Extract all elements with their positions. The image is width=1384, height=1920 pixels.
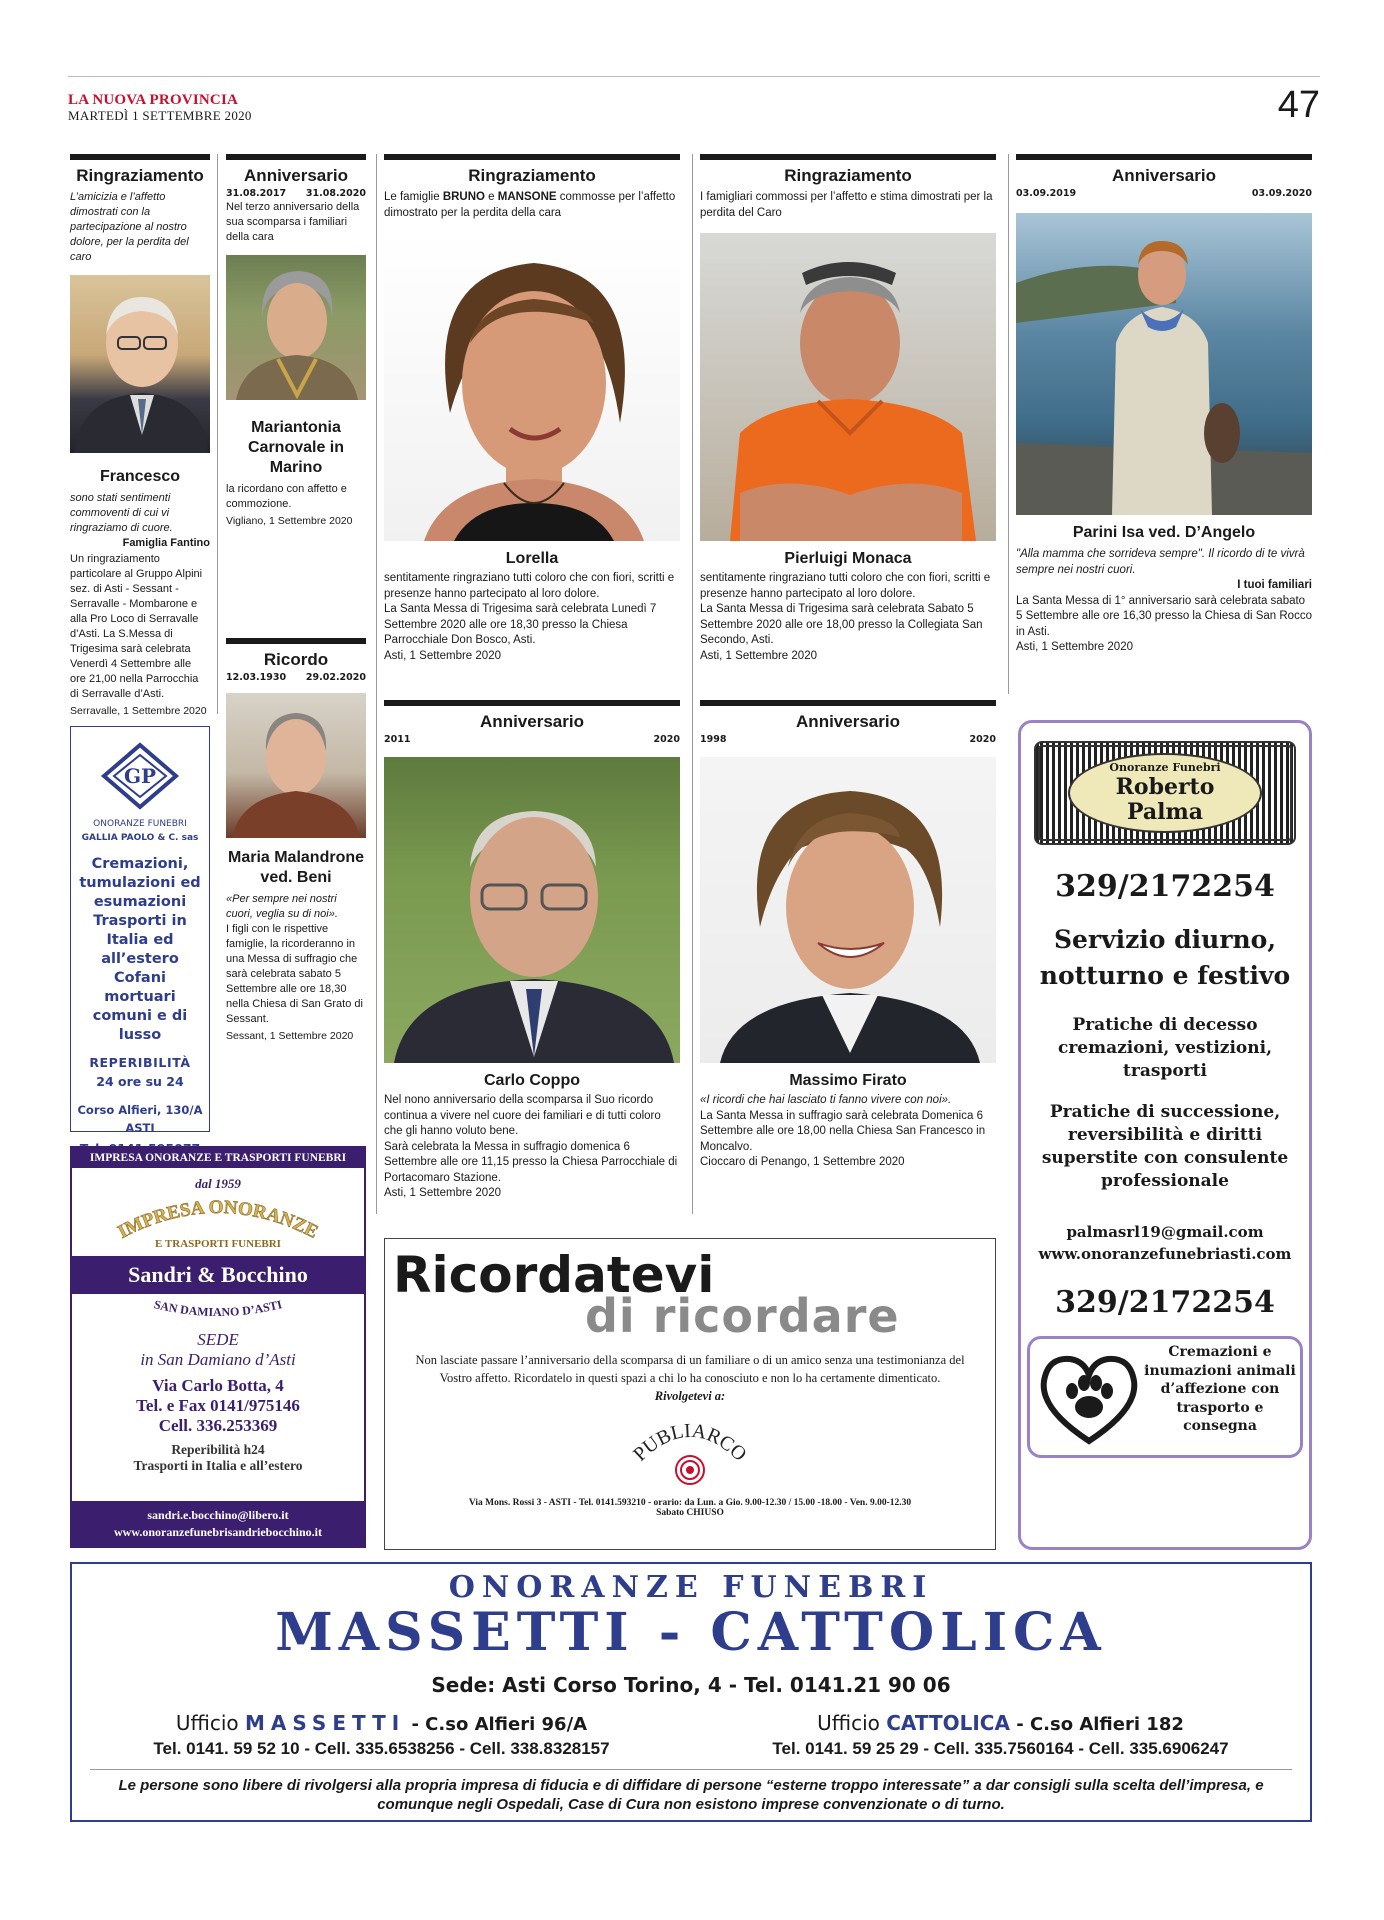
sandri-availability: Reperibilità h24 bbox=[171, 1442, 265, 1457]
column-bar bbox=[226, 638, 366, 644]
sandri-sede-place: in San Damiano d’Asti bbox=[140, 1350, 296, 1369]
office-cattolica-heading bbox=[772, 1711, 1228, 1735]
sandri-arc-text: IMPRESA ONORANZE bbox=[114, 1196, 322, 1243]
gallia-logo-text: GP bbox=[123, 764, 157, 788]
notice-title: Anniversario bbox=[244, 166, 348, 185]
palma-service: Servizio diurno, notturno e festivo bbox=[1039, 925, 1291, 990]
sandri-header: IMPRESA ONORANZE E TRASPORTI FUNEBRI bbox=[72, 1148, 364, 1168]
portrait-photo bbox=[384, 233, 680, 541]
notice-body: La Santa Messa in suffragio sarà celebrata Domenica 6 Settembre alle ore 18,00 nella Chiesa San Francesco in Moncalvo. bbox=[700, 1109, 986, 1153]
deceased-name: Francesco bbox=[99, 468, 181, 485]
palma-practices-1: Pratiche di decesso cremazioni, vestizioni, trasporti bbox=[1058, 1015, 1272, 1081]
palma-logo-oval bbox=[1068, 753, 1262, 833]
palma-logo-name2: Palma bbox=[1126, 799, 1204, 825]
gallia-availability-hours: 24 ore su 24 bbox=[96, 1074, 184, 1089]
notice-francesco bbox=[70, 154, 210, 719]
date-from: 2011 bbox=[384, 734, 411, 745]
deceased-name: Lorella bbox=[505, 550, 559, 567]
notice-pierluigi bbox=[700, 154, 996, 664]
palma-practices-2: Pratiche di successione, reversibilità e diritti superstite con consulente professionale bbox=[1041, 1102, 1289, 1191]
notice-body: La Santa Messa di 1° anniversario sarà celebrata sabato 5 Settembre alle ore 16,30 presso la Chiesa di San Rocco in Asti. bbox=[1016, 594, 1312, 638]
notice-signature: Famiglia Fantino bbox=[122, 537, 210, 549]
column-bar bbox=[700, 700, 996, 706]
office-name: CATTOLICA bbox=[886, 1711, 1010, 1735]
sandri-website[interactable]: www.onoranzefunebrisandriebocchino.it bbox=[113, 1525, 322, 1539]
massetti-top: ONORANZE FUNEBRI bbox=[448, 1570, 934, 1605]
intro-text: commosse per l’affetto dimostrato per la perdita della cara bbox=[384, 191, 676, 219]
date-from: 03.09.2019 bbox=[1016, 188, 1077, 199]
svg-text:SAN DAMIANO D’ASTI bbox=[153, 1297, 284, 1319]
massetti-name: MASSETTI - CATTOLICA bbox=[275, 1602, 1107, 1663]
notice-title: Ricordo bbox=[263, 650, 329, 669]
notice-title: Anniversario bbox=[480, 712, 584, 731]
column-bar bbox=[1016, 154, 1312, 160]
office-cattolica bbox=[772, 1711, 1228, 1759]
office-name: MASSETTI bbox=[245, 1711, 406, 1735]
sandri-name: Sandri & Bocchino bbox=[72, 1256, 364, 1294]
date-to: 03.09.2020 bbox=[1251, 188, 1312, 199]
palma-pets-text: Cremazioni e inumazioni animali d’affezione con trasporto e consegna bbox=[1144, 1344, 1296, 1434]
notice-body: sentitamente ringraziano tutti coloro che con fiori, scritti e presenze hanno partecipato al loro dolore. bbox=[700, 572, 991, 600]
gallia-company: GALLIA PAOLO & C. sas bbox=[81, 833, 199, 843]
massetti-note: Le persone sono libere di rivolgersi alla propria impresa di fiducia e di diffidare di persone “esterne troppo interessate” a dar consigli sulla scelta dell’impresa, e comunque negli Ospedali, Case di Cura non esistono imprese convenzionate o di turno. bbox=[118, 1777, 1264, 1813]
notice-mariantonia bbox=[226, 154, 366, 530]
notice-parini bbox=[1016, 154, 1312, 656]
column-bar bbox=[70, 154, 210, 160]
notice-dates bbox=[1016, 188, 1312, 199]
palma-pets-box bbox=[1027, 1336, 1303, 1458]
heart-paw-icon bbox=[1034, 1349, 1144, 1449]
portrait-photo bbox=[1016, 213, 1312, 515]
ricordatevi-contact: Rivolgetevi a: bbox=[654, 1389, 726, 1403]
issue-date: MARTEDÌ 1 SETTEMBRE 2020 bbox=[68, 108, 252, 123]
notice-title: Ringraziamento bbox=[76, 166, 204, 185]
palma-phone[interactable]: 329/2172254 bbox=[1055, 869, 1275, 904]
publiarco-logo-text: PUBLIARCO bbox=[629, 1419, 751, 1466]
massetti-sede: Sede: Asti Corso Torino, 4 - Tel. 0141.21 90 06 bbox=[431, 1673, 951, 1697]
office-address: - C.so Alfieri 96/A bbox=[405, 1714, 588, 1735]
palma-logo-name1: Roberto bbox=[1115, 774, 1215, 800]
notice-place-date: Serravalle, 1 Settembre 2020 bbox=[70, 704, 207, 717]
intro-text: e bbox=[484, 191, 498, 203]
notice-title: Anniversario bbox=[796, 712, 900, 731]
column-divider bbox=[376, 154, 377, 1214]
ad-massetti-cattolica bbox=[70, 1562, 1312, 1822]
portrait-photo bbox=[384, 757, 680, 1063]
gallia-address: Corso Alfieri, 130/A bbox=[77, 1103, 203, 1117]
sandri-arc-bottom-text: SAN DAMIANO D’ASTI bbox=[152, 1297, 284, 1320]
office-address: - C.so Alfieri 182 bbox=[1009, 1714, 1184, 1735]
gallia-city: ASTI bbox=[125, 1121, 155, 1135]
notice-massimo bbox=[700, 700, 996, 1171]
notice-body-mass: La Santa Messa di Trigesima sarà celebrata Lunedì 7 Settembre 2020 alle ore 18,30 presso la Chiesa Parrocchiale Don Bosco, Asti. bbox=[384, 603, 657, 646]
notice-signature: I tuoi familiari bbox=[1237, 579, 1312, 591]
sandri-since: dal 1959 bbox=[195, 1176, 241, 1191]
notice-place-date: Asti, 1 Settembre 2020 bbox=[1016, 641, 1133, 653]
svg-text:PUBLIARCO bbox=[629, 1420, 751, 1466]
sandri-transport: Trasporti in Italia e all’estero bbox=[133, 1458, 303, 1473]
notice-lorella bbox=[384, 154, 680, 664]
office-label: Ufficio bbox=[817, 1711, 887, 1735]
notice-place-date: Sessant, 1 Settembre 2020 bbox=[226, 1030, 354, 1042]
column-divider bbox=[217, 154, 218, 714]
ad-sandri-bocchino bbox=[70, 1146, 366, 1548]
sandri-sede: SEDE bbox=[197, 1330, 239, 1349]
notice-carlo bbox=[384, 700, 680, 1202]
column-divider bbox=[692, 154, 693, 1214]
palma-logo bbox=[1034, 741, 1296, 845]
sandri-address: Via Carlo Botta, 4 bbox=[152, 1376, 284, 1395]
family-name: BRUNO bbox=[442, 191, 485, 203]
page-number: 47 bbox=[1277, 84, 1320, 126]
palma-logo-top: Onoranze Funebri bbox=[1109, 761, 1221, 774]
office-label: Ufficio bbox=[175, 1711, 246, 1735]
notice-body: sentitamente ringraziano tutti coloro che con fiori, scritti e presenze hanno partecipato al loro dolore. bbox=[384, 572, 675, 600]
deceased-name: Parini Isa ved. D’Angelo bbox=[1072, 524, 1256, 541]
newspaper-name: LA NUOVA PROVINCIA bbox=[68, 92, 239, 108]
notice-place-date: Asti, 1 Settembre 2020 bbox=[700, 649, 817, 662]
sandri-footer bbox=[72, 1501, 364, 1546]
office-cattolica-tel: Tel. 0141. 59 25 29 - Cell. 335.7560164 - Cell. 335.6906247 bbox=[772, 1739, 1229, 1758]
palma-website[interactable]: www.onoranzefunebriasti.com bbox=[1038, 1245, 1292, 1263]
deceased-name: Carlo Coppo bbox=[484, 1072, 580, 1089]
notice-title: Anniversario bbox=[1112, 166, 1216, 185]
notice-place-date: Asti, 1 Settembre 2020 bbox=[384, 649, 501, 662]
notice-title: Ringraziamento bbox=[784, 166, 912, 185]
portrait-photo bbox=[700, 233, 996, 541]
svg-text:IMPRESA ONORANZE bbox=[115, 1197, 322, 1243]
notice-intro bbox=[384, 190, 680, 221]
notice-place-date: Asti, 1 Settembre 2020 bbox=[384, 1187, 501, 1199]
notice-dates bbox=[700, 734, 996, 745]
gallia-title: ONORANZE FUNEBRI bbox=[93, 819, 187, 829]
portrait-photo bbox=[226, 693, 366, 838]
palma-email[interactable]: palmasrl19@gmail.com bbox=[1066, 1223, 1264, 1241]
ad-ricordatevi bbox=[384, 1238, 996, 1550]
notice-dates bbox=[384, 734, 680, 745]
sandri-arc-bottom bbox=[72, 1294, 364, 1324]
date-from: 31.08.2017 bbox=[226, 188, 287, 199]
notice-dates bbox=[226, 188, 366, 199]
date-from: 1998 bbox=[700, 734, 727, 745]
notice-body: la ricordano con affetto e commozione. bbox=[226, 483, 347, 510]
ricordatevi-footer-closed: Sabato CHIUSO bbox=[656, 1508, 724, 1518]
column-bar bbox=[384, 154, 680, 160]
deceased-name: Mariantonia Carnovale in Marino bbox=[247, 419, 345, 476]
notice-quote: "Alla mamma che sorrideva sempre". Il ricordo di te vivrà sempre nei nostri cuori. bbox=[1016, 548, 1305, 576]
date-to: 2020 bbox=[969, 734, 996, 745]
date-to: 2020 bbox=[653, 734, 680, 745]
ricordatevi-subheadline: di ricordare bbox=[585, 1289, 900, 1343]
massetti-offices bbox=[72, 1711, 1310, 1759]
office-massetti-heading bbox=[153, 1711, 609, 1735]
notice-body-mass: La Santa Messa di Trigesima sarà celebrata Sabato 5 Settembre 2020 alle ore 18,00 presso la Collegiata San Secondo, Asti. bbox=[700, 603, 983, 646]
deceased-name: Maria Malandrone ved. Beni bbox=[227, 849, 365, 886]
notice-intro: L’amicizia e l’affetto dimostrati con la partecipazione al nostro dolore, per la perdita del caro bbox=[70, 191, 189, 263]
notice-title: Ringraziamento bbox=[468, 166, 596, 185]
sandri-email[interactable]: sandri.e.bocchino@libero.it bbox=[147, 1508, 289, 1522]
ricordatevi-body: Non lasciate passare l’anniversario della scomparsa di un familiare o di un amico senza una testimonianza del Vostro affetto. Ricordatelo in questi spazi a chi lo ha conosciuto e non lo ha certamente dimenticato. bbox=[415, 1353, 965, 1385]
publiarco-logo bbox=[620, 1412, 760, 1492]
gallia-services: Cremazioni, tumulazioni ed esumazioni Trasporti in Italia ed all’estero Cofani mortuari comuni e di lusso bbox=[79, 856, 201, 1043]
sandri-tel: Tel. e Fax 0141/975146 bbox=[136, 1396, 300, 1415]
notice-italic-text: sono stati sentimenti commoventi di cui vi ringraziamo di cuore. bbox=[70, 492, 173, 534]
ricordatevi-footer: Via Mons. Rossi 3 - ASTI - Tel. 0141.593210 - orario: da Lun. a Gio. 9.00-12.30 / 15.00 -18.00 - Ven. 9.00-12.30 bbox=[468, 1498, 912, 1508]
office-massetti bbox=[153, 1711, 609, 1759]
ricordatevi-headline: Ricordatevi bbox=[393, 1246, 715, 1304]
gallia-availability: REPERIBILITÀ bbox=[89, 1055, 191, 1070]
portrait-photo bbox=[70, 275, 210, 453]
ad-gallia bbox=[70, 726, 210, 1135]
notice-dates bbox=[226, 672, 366, 683]
notice-place-date: Cioccaro di Penango, 1 Settembre 2020 bbox=[700, 1156, 905, 1168]
deceased-name: Massimo Firato bbox=[789, 1072, 907, 1089]
family-name: MANSONE bbox=[497, 191, 557, 203]
notice-body: I figli con le rispettive famiglie, la ricorderanno in una Messa di suffragio che sarà celebrata sabato 5 Settembre alle ore 18,30 nella Chiesa di San Grato di Sessant. bbox=[226, 923, 363, 1025]
notice-place-date: Vigliano, 1 Settembre 2020 bbox=[226, 515, 353, 527]
notice-quote: «I ricordi che hai lasciato ti fanno vivere con noi». bbox=[700, 1094, 952, 1106]
notice-quote: «Per sempre nei nostri cuori, veglia su di noi». bbox=[226, 893, 338, 920]
notice-body: Un ringraziamento particolare al Gruppo Alpini sez. di Asti - Sessant - Serravalle - Mombarone e alla Pro Loco di Serravalle d’Asti. La S.Messa di Trigesima sarà celebrata Venerdì 4 Settembre alle ore 21,00 nella Parrocchia di Serravalle d’Asti. bbox=[70, 552, 203, 700]
intro-text: Le famiglie bbox=[384, 191, 443, 203]
header-rule bbox=[68, 76, 1320, 77]
deceased-name: Pierluigi Monaca bbox=[784, 550, 912, 567]
office-massetti-tel: Tel. 0141. 59 52 10 - Cell. 335.6538256 - Cell. 338.8328157 bbox=[153, 1739, 610, 1758]
date-to: 29.02.2020 bbox=[305, 672, 366, 683]
portrait-photo bbox=[226, 255, 366, 400]
date-from: 12.03.1930 bbox=[226, 672, 287, 683]
notice-intro: Nel terzo anniversario della sua scomparsa i familiari della cara bbox=[226, 201, 360, 243]
date-to: 31.08.2020 bbox=[305, 188, 366, 199]
portrait-photo bbox=[700, 757, 996, 1063]
column-bar bbox=[384, 700, 680, 706]
column-divider bbox=[1008, 154, 1009, 694]
ad-roberto-palma bbox=[1018, 720, 1312, 1550]
column-bar bbox=[226, 154, 366, 160]
sandri-cell: Cell. 336.253369 bbox=[158, 1416, 278, 1435]
gallia-logo bbox=[100, 741, 180, 811]
sandri-arc-sub: E TRASPORTI FUNEBRI bbox=[155, 1238, 281, 1250]
column-bar bbox=[700, 154, 996, 160]
notice-body-mass: Sarà celebrata la Messa in suffragio domenica 6 Settembre alle ore 11,15 presso la Chiesa Parrocchiale di Portacomaro Stazione. bbox=[384, 1140, 678, 1184]
notice-intro: I famigliari commossi per l’affetto e stima dimostrati per la perdita del Caro bbox=[700, 191, 993, 219]
palma-phone-2[interactable]: 329/2172254 bbox=[1055, 1285, 1275, 1320]
notice-maria bbox=[226, 638, 366, 1045]
notice-body: Nel nono anniversario della scomparsa il Suo ricordo continua a vivere nel cuore dei familiari e di tutti coloro che gli hanno voluto bene. bbox=[384, 1094, 661, 1137]
